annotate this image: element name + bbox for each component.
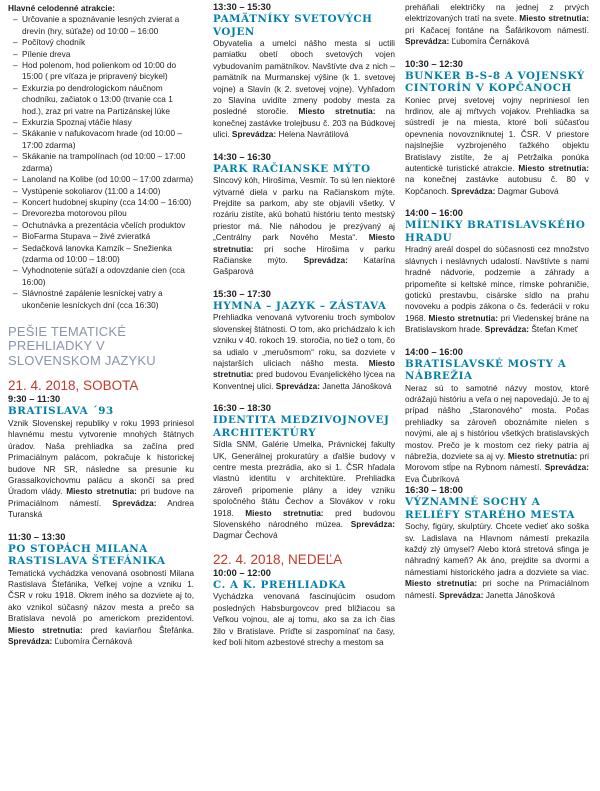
event-bunker xyxy=(405,59,589,198)
event-bratislava-93 xyxy=(8,394,194,520)
event-title: BRATISLAVA ´93 xyxy=(8,405,114,418)
event-title: BRATISLAVSKÉ MOSTY A NÁBREŽIA xyxy=(405,357,567,383)
list-item: – Lanoland na Kolibe (od 10:00 – 17:00 zdarma) xyxy=(8,174,194,185)
list-item: – Skákanie v nafukovacom hrade (od 10:00 – 17:00 zdarma) xyxy=(8,128,194,151)
date-heading: 22. 4. 2018, NEDEĽA xyxy=(213,551,343,567)
event-description: Sochy, figúry, skulptúry. Chcete vedieť ako soška sv. Ladislava na Hlavnom námestí prekazila každý zlý úmysel? Alebo ktorá stretová sfinga je náhradný kameň? Ak áno, prejdite sa dvormi a námestiami historického jadra a dozviete sa viac. Miesto stretnutia: pri soche na Primaciálnom námestí. Sprevádza: Janetta Jánošková xyxy=(405,521,589,600)
event-mosty xyxy=(405,347,589,486)
list-item: – Vystúpenie sokoliarov (11:00 a 14:00) xyxy=(8,186,194,197)
event-title: MÍĽNIKY BRATISLAVSKÉHO HRADU xyxy=(405,219,586,244)
event-title: PAMÄTNÍKY SVETOVÝCH VOJEN xyxy=(213,13,373,38)
event-time: 13:30 – 15:30 xyxy=(213,2,271,12)
event-description: Vychádzka venovaná fascinujúcim osudom posledných Habsburgovcov pred bližiacou sa Veľkou vojnou, ale aj tomu, ako sa za ich čias žilo v Bratislave. Príďte si zaspomínať na časy, keď boli hitom azbestové strechy a mestom sa xyxy=(213,591,395,647)
event-description: Neraz sú to samotné názvy mostov, ktoré odrážajú históriu a veľa o nej napovedajú. Je to aj prípad nášho „Staronového“ mosta. Počas prehliadky sa zároveň oboznámite nielen s novými, ale aj s históriou všetkých bratislavských mostov. Prečo je k mostom cez rieky patria aj nábrežia, dozviete sa aj vy. Miesto stretnutia: pri Morovom stĺpe na Rybnom námestí. Sprevádza: Eva Čubríková xyxy=(405,382,589,484)
list-item: – Drevorezba motorovou pílou xyxy=(8,208,194,219)
event-continuation xyxy=(405,2,589,48)
event-description: preháňali električky na jednej z prvých elektrizovaných tratí na svete. Miesto stretnutia: pri Kačacej fontáne na Šafárikovom námestí. Sprevádza: Ľubomíra Černáková xyxy=(405,2,589,47)
event-description: Hradný areál dospel do súčasnosti cez množstvo slávnych i neslávnych udalostí. Navštívte s nami hradné nádvorie, podzemie a záhrady a pripomeňte si keltské mince, rímske pohraničie, gotickú prestavbu, cisárske sídlo na prahu novoveku a podpis zákona o čs. federácii v roku 1968. Miesto stretnutia: pri Viedenskej bráne na Bratislavskom hrade. Sprevádza: Štefan Kmeť xyxy=(405,244,590,335)
event-stefanik xyxy=(8,532,194,648)
list-item: – Ochutnávka a prezentácia včelích produktov xyxy=(8,220,194,231)
list-item: – Slávnostné zapálenie lesníckej vatry a ukončenie lesníckych dní (cca 16:30) xyxy=(8,288,194,311)
event-time: 16:30 – 18:00 xyxy=(405,485,463,496)
event-racianske-myto xyxy=(213,152,395,278)
event-title: C. A K. PREHLIADKA xyxy=(213,578,347,591)
event-time: 9:30 – 11:30 xyxy=(8,394,61,405)
event-title: IDENTITA MEDZIVOJNOVEJ ARCHITEKTÚRY xyxy=(213,414,390,439)
list-item: – BioFarma Stupava – živé zvieratká xyxy=(8,231,194,242)
event-sochy xyxy=(405,485,589,601)
list-item: – Pílenie dreva xyxy=(8,49,194,60)
section-title: PEŠIE TEMATICKÉ PREHLIADKY V SLOVENSKOM JAZYKU xyxy=(8,323,156,368)
event-description: Sídla SNM, Galérie Umelka, Právnickej fakulty UK, Generálnej prokuratúry a ďalšie budovy v centre mesta prezrádia, ako si 1. ČSR hľadala vlastnú identitu v architektúre. Prehliadka zároveň pripomenie plány a idey vzniku spoločného štátu Čechov a Slovákov v roku 1918. Miesto stretnutia: pred budovou Slovenského národného múzea. Sprevádza: Dagmar Čechová xyxy=(213,439,395,541)
column-3 xyxy=(405,2,589,601)
event-hymna xyxy=(213,289,395,392)
event-title: PARK RAČIANSKE MÝTO xyxy=(213,162,371,175)
event-ck-prehliadka xyxy=(213,568,395,649)
date-heading: 21. 4. 2018, SOBOTA xyxy=(8,378,139,394)
list-item: – Exkurzia po dendrologickom náučnom chodníku, začiatok o 13:00 (trvanie cca 1 hod.), zraz pri vatre na Partizánskej lúke xyxy=(8,83,194,117)
event-time: 14:00 – 16:00 xyxy=(405,208,463,219)
event-milniky-hradu xyxy=(405,208,589,335)
event-time: 11:30 – 13:30 xyxy=(8,531,66,542)
attractions-header: Hlavné celodenné atrakcie: xyxy=(8,3,115,13)
event-description: Tematická vychádzka venovaná osobnosti Milana Rastislava Štefánika, Veľkej vojne a vzniku 1. ČSR v roku 1918. Okrem iného sa dozviete aj to, ako vznikol súčasný názov mesta a prečo sa Bratislava nevolá po americkom prezidentovi. Miesto stretnutia: pred kaviarňou Štefánka. Sprevádza: Ľubomíra Černáková xyxy=(8,567,194,647)
event-time: 10:00 – 12:00 xyxy=(213,567,271,578)
event-description: Slncový kóh, Hirošima, Vesmír. To sú len niektoré výtvarné diela v parku na Račianskom mýte. Prejdite sa parkom, aby ste objavili všetky. V rozáriu zistíte, akú bohatú históriu tento mestský priestor má. Nie náhodou je prezývaný aj „Centrálny park Nového Mesta“. Miesto stretnutia: pri soche Hirošima v parku Račianske mýto. Sprevádza: Katarína Gašparová xyxy=(213,175,396,277)
event-description: Vznik Slovenskej republiky v roku 1993 priniesol hlavnému mestu vytvorenie mnohých štátnych úradov. Naša prehliadka sa začína pred Primaciálnym palácom, pokračuje k historickej budove NR SR, následne sa presunie ku Grassalkovichovmu palácu a skončí sa pred Úradom vlády. Miesto stretnutia: pri budove na Primaciálnom námestí. Sprevádza: Andrea Turanská xyxy=(8,417,195,520)
event-title: HYMNA – JAZYK – ZÁSTAVA xyxy=(213,299,387,312)
event-time: 10:30 – 12:30 xyxy=(405,58,463,69)
list-item: – Exkurzia Spoznaj vtáčie hlasy xyxy=(8,117,194,128)
list-item: – Počítový chodník xyxy=(8,37,194,48)
event-time: 14:00 – 16:00 xyxy=(405,346,463,357)
list-item: – Hod polenom, hod polienkom od 10:00 do 15:00 ( pre víťaza je pripravený bicykel) xyxy=(8,60,194,83)
list-item: – Koncert hudobnej skupiny (cca 14:00 – 16:00) xyxy=(8,197,194,208)
column-1 xyxy=(8,3,194,647)
list-item: – Vyhodnotenie súťaží a odovzdanie cien (cca 16:00) xyxy=(8,265,194,288)
event-pamatniky xyxy=(213,2,395,141)
event-time: 14:30 – 16:30 xyxy=(213,151,271,162)
column-2 xyxy=(213,2,395,648)
list-item: – Určovanie a spoznávanie lesných zvierat a drevín (hry, súťaže) od 10:00 – 16:00 xyxy=(8,14,194,37)
attractions-list xyxy=(8,14,194,311)
event-description: Obyvatelia a umelci nášho mesta si uctili pamiatku obetí oboch svetových vojen vybudovaním pamätníkov. Navštívte dva z nich – pamätník na Murmanskej výšine (k 1. svetovej vojne) a Slavín (k 2. svetovej vojne). Vyhľadom zo Slavína uvidíte zmeny podoby mesta za posledné storočie. Miesto stretnutia: na konečnej zastávke trolejbusu č. 203 na Búdkovej ulici. Sprevádza: Helena Navrátilová xyxy=(213,38,395,140)
event-title: BUNKER B-S-8 A VOJENSKÝ CINTORÍN V KOPČANOCH xyxy=(405,69,585,95)
event-time: 16:30 – 18:30 xyxy=(213,403,271,414)
event-title: VÝZNAMNÉ SOCHY A RELIÉFY STARÉHO MESTA xyxy=(405,496,576,521)
event-description: Prehliadka venovaná vytvoreniu troch symbolov slovenskej štátnosti. O tom, ako prichádzalo k ich vzniku v 40. rokoch 19. storočia, no tiež o tom, čo sa udialo v „meruôsmom“ roku, sa dozviete v najstarších uliciach nášho mesta. Miesto stretnutia: pred budovou Evanjelického lýcea na Konventnej ulici. Sprevádza: Janetta Jánošková xyxy=(213,312,395,391)
event-title: PO STOPÁCH MILANA RASTISLAVA ŠTEFÁNIKA xyxy=(8,542,166,568)
list-item: – Sedačková lanovka Kamzík – Snežienka (zdarma od 10:00 – 18:00) xyxy=(8,243,194,266)
event-time: 15:30 – 17:30 xyxy=(213,288,271,299)
event-identita xyxy=(213,403,395,542)
list-item: – Skákanie na trampolínach (od 10:00 – 17:00 zdarma) xyxy=(8,151,194,174)
event-description: Koniec prvej svetovej vojny nepriniesol len hrdinov, ale aj mŕtvych vojakov. Prehliadka sa sústredí je na miesta, ktoré boli súčasťou opevnenia novovzniknutej 1. ČSR. V priestore najslnejšie vyzbrojeného ťažkého objektu Bratislavy zistíte, že aj Petržalka ponúka autentické turistické atrakcie. Miesto stretnutia: na konečnej zastávke autobusu č. 80 v Kopčanoch. Sprevádza: Dagmar Gubová xyxy=(405,94,589,196)
